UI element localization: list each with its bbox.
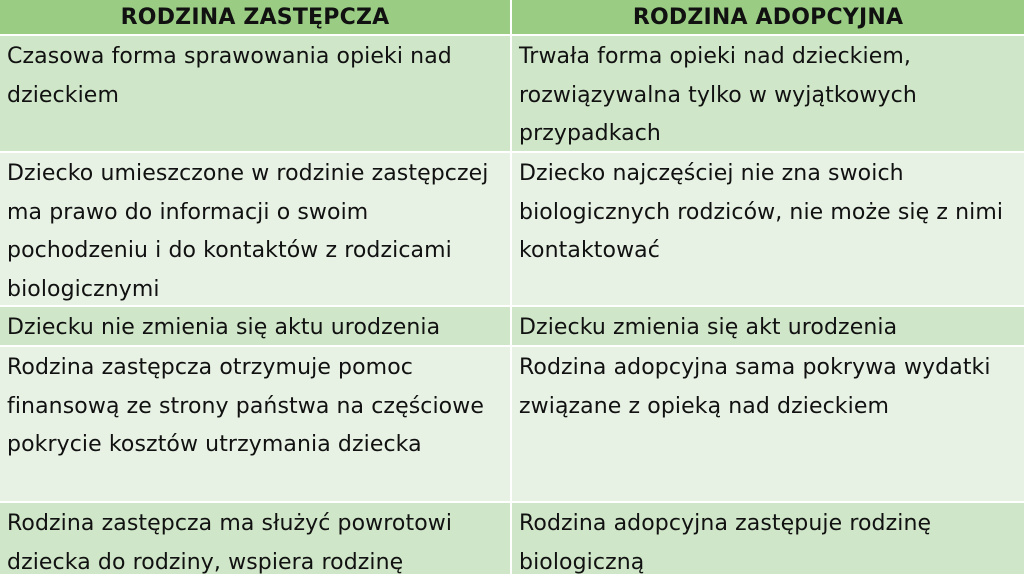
row-1-zastepcza: Czasowa forma sprawowania opieki nad dzieckiem <box>0 36 512 153</box>
header-rodzina-zastepcza: RODZINA ZASTĘPCZA <box>0 0 512 36</box>
header-rodzina-adopcyjna: RODZINA ADOPCYJNA <box>512 0 1024 36</box>
row-5-zastepcza: Rodzina zastępcza ma służyć powrotowi dziecka do rodziny, wspiera rodzinę <box>0 503 512 576</box>
row-3-zastepcza: Dziecku nie zmienia się aktu urodzenia <box>0 307 512 347</box>
row-2-adopcyjna: Dziecko najczęściej nie zna swoich biologicznych rodziców, nie może się z nimi kontaktować <box>512 153 1024 307</box>
row-3-adopcyjna: Dziecku zmienia się akt urodzenia <box>512 307 1024 347</box>
row-5-adopcyjna: Rodzina adopcyjna zastępuje rodzinę biologiczną <box>512 503 1024 576</box>
row-2-zastepcza: Dziecko umieszczone w rodzinie zastępczej ma prawo do informacji o swoim pochodzeniu i do kontaktów z rodzicami biologicznymi <box>0 153 512 307</box>
row-4-zastepcza: Rodzina zastępcza otrzymuje pomoc finansową ze strony państwa na częściowe pokrycie kosztów utrzymania dziecka <box>0 347 512 503</box>
row-1-adopcyjna: Trwała forma opieki nad dzieckiem, rozwiązywalna tylko w wyjątkowych przypadkach <box>512 36 1024 153</box>
row-4-adopcyjna: Rodzina adopcyjna sama pokrywa wydatki związane z opieką nad dzieckiem <box>512 347 1024 503</box>
